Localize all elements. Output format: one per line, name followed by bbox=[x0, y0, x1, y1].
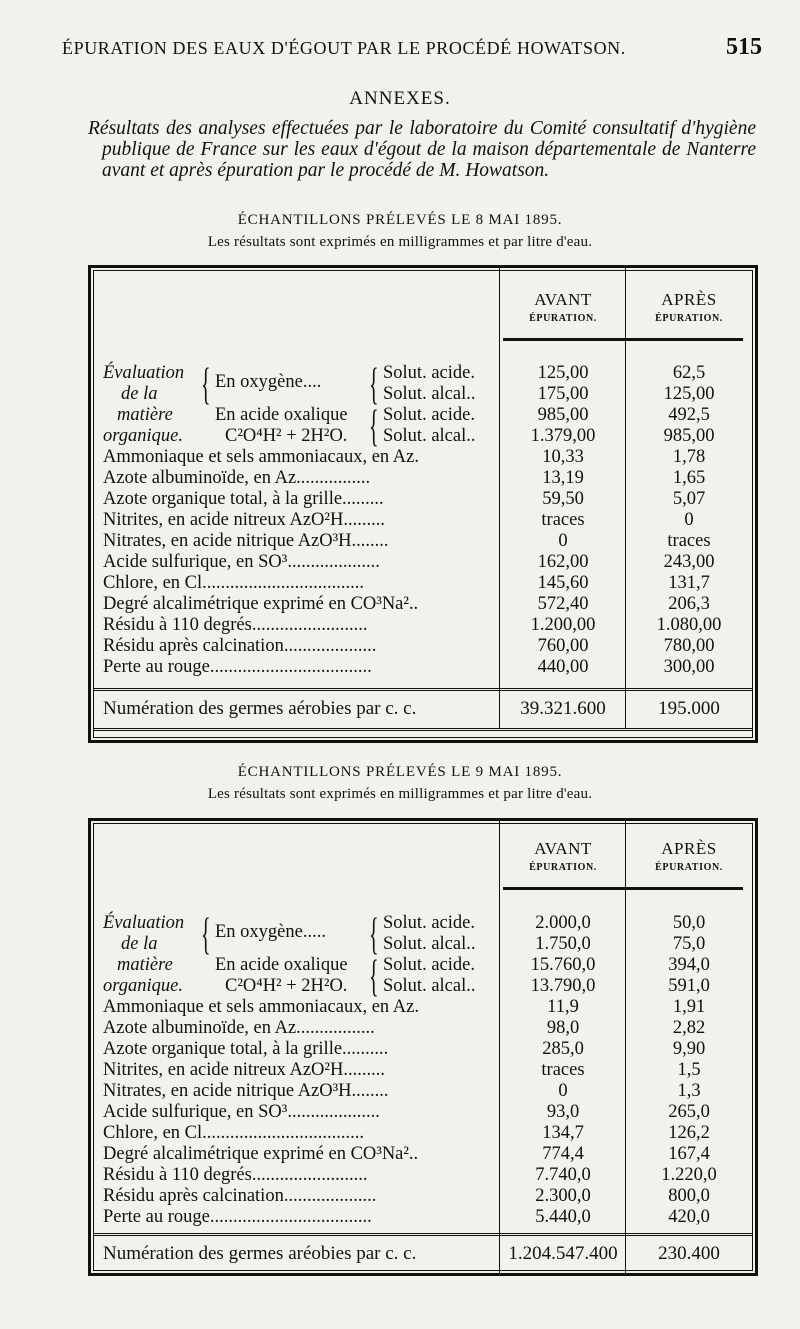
germ-divider-avant bbox=[499, 688, 500, 728]
germ-row-apres: 195.000 bbox=[658, 698, 720, 719]
eval-label-line: Évaluation bbox=[103, 363, 185, 383]
brace-icon: { bbox=[369, 911, 379, 960]
table-row-avant: 1.200,00 bbox=[530, 615, 596, 635]
table-row-avant: 11,9 bbox=[547, 997, 579, 1017]
table-row-apres: traces bbox=[667, 531, 711, 551]
intro-text: Résultats des analyses effectuées par le laboratoire du Comité consultatif d'hygiène publique de France sur les eaux d'égout de la maison départementale de Nanterre avant et après épuration par le procédé de M. Howatson. bbox=[88, 118, 756, 181]
eval-value-apres: 394,0 bbox=[668, 955, 710, 975]
column-header-avant-label: AVANT bbox=[534, 290, 592, 309]
eval-solut-label: Solut. acide. bbox=[383, 913, 475, 933]
table1-caption: ÉCHANTILLONS PRÉLEVÉS LE 8 MAI 1895. bbox=[237, 212, 563, 228]
table-row-avant: 760,00 bbox=[537, 636, 589, 656]
table-row-apres: 9,90 bbox=[672, 1039, 706, 1059]
table-row-avant: 10,33 bbox=[542, 447, 584, 467]
brace-icon: { bbox=[201, 911, 211, 960]
table2 bbox=[88, 818, 758, 1276]
table-row-label: Résidu après calcination.................... bbox=[103, 1186, 377, 1206]
table-row-apres: 1,91 bbox=[672, 997, 706, 1017]
eval-value-apres: 75,0 bbox=[672, 934, 706, 954]
table-row-avant: traces bbox=[541, 510, 585, 530]
column-divider-avant bbox=[499, 268, 500, 688]
column-header-avant-sub: ÉPURATION. bbox=[529, 862, 597, 873]
eval-value-apres: 62,5 bbox=[672, 363, 706, 383]
eval-label-line: de la bbox=[121, 384, 158, 404]
column-divider-avant bbox=[499, 821, 500, 1233]
column-divider-apres bbox=[625, 268, 626, 688]
table-row-avant: 2.300,0 bbox=[535, 1186, 591, 1206]
eval-value-avant: 175,00 bbox=[537, 384, 589, 404]
column-divider-apres bbox=[625, 821, 626, 1233]
table-row-apres: 265,0 bbox=[668, 1102, 710, 1122]
table-row-label: Perte au rouge................................... bbox=[103, 1207, 372, 1227]
table-row-avant: 440,00 bbox=[537, 657, 589, 677]
column-header-avant-sub: ÉPURATION. bbox=[529, 313, 597, 324]
table-row-avant: 59,50 bbox=[542, 489, 584, 509]
page-number: 515 bbox=[726, 34, 762, 60]
eval-label-line: matière bbox=[117, 955, 173, 975]
eval-solut-label: Solut. acide. bbox=[383, 405, 475, 425]
table-row-apres: 780,00 bbox=[663, 636, 715, 656]
table-row-label: Azote organique total, à la grille......... bbox=[103, 489, 384, 509]
table-row-apres: 1.220,0 bbox=[661, 1165, 717, 1185]
table1 bbox=[88, 265, 758, 743]
eval-sub-oxygene: En oxygène..... bbox=[215, 922, 326, 942]
eval-sub-formula: C²O⁴H² + 2H²O. bbox=[225, 976, 348, 996]
table-row-apres: 0 bbox=[684, 510, 694, 530]
germ-row-bottom-rule bbox=[93, 728, 753, 731]
brace-icon: { bbox=[369, 361, 379, 410]
table-row-label: Ammoniaque et sels ammoniacaux, en Az. bbox=[103, 997, 419, 1017]
table-row-apres: 1,3 bbox=[677, 1081, 701, 1101]
table-row-apres: 126,2 bbox=[668, 1123, 710, 1143]
table2-caption: ÉCHANTILLONS PRÉLEVÉS LE 9 MAI 1895. bbox=[237, 764, 563, 780]
table-row-avant: 774,4 bbox=[542, 1144, 584, 1164]
eval-value-avant: 13.790,0 bbox=[530, 976, 596, 996]
germ-row-top-rule bbox=[93, 1233, 753, 1236]
eval-label-line: matière bbox=[117, 405, 173, 425]
eval-label-line: organique. bbox=[103, 426, 183, 446]
eval-label-line: organique. bbox=[103, 976, 183, 996]
eval-solut-label: Solut. acide. bbox=[383, 363, 475, 383]
table-row-label: Nitrates, en acide nitrique AzO³H........ bbox=[103, 1081, 389, 1101]
table-row-label: Chlore, en Cl................................... bbox=[103, 573, 365, 593]
table-row-avant: 13,19 bbox=[542, 468, 584, 488]
column-header-apres-sub: ÉPURATION. bbox=[655, 313, 723, 324]
header-underline bbox=[503, 338, 743, 341]
eval-value-avant: 1.750,0 bbox=[535, 934, 591, 954]
eval-value-avant: 15.760,0 bbox=[530, 955, 596, 975]
column-header-apres-label: APRÈS bbox=[661, 839, 717, 858]
column-header-apres bbox=[627, 839, 751, 873]
germ-row-avant: 39.321.600 bbox=[520, 698, 606, 719]
germ-divider-apres bbox=[625, 1233, 626, 1273]
eval-sub-oxalique: En acide oxalique bbox=[215, 955, 348, 975]
table-row-apres: 1,78 bbox=[672, 447, 706, 467]
eval-value-avant: 1.379,00 bbox=[530, 426, 596, 446]
table-row-avant: 0 bbox=[558, 531, 568, 551]
table-row-apres: 2,82 bbox=[672, 1018, 706, 1038]
table-row-label: Azote organique total, à la grille.......... bbox=[103, 1039, 389, 1059]
eval-solut-label: Solut. acide. bbox=[383, 955, 475, 975]
table-row-avant: traces bbox=[541, 1060, 585, 1080]
eval-sub-oxygene: En oxygène.... bbox=[215, 372, 322, 392]
column-header-apres-sub: ÉPURATION. bbox=[655, 862, 723, 873]
eval-value-apres: 591,0 bbox=[668, 976, 710, 996]
table-row-apres: 1,65 bbox=[672, 468, 706, 488]
brace-icon: { bbox=[369, 953, 379, 1002]
eval-value-apres: 985,00 bbox=[663, 426, 715, 446]
intro-paragraph bbox=[88, 118, 756, 181]
eval-solut-label: Solut. alcal.. bbox=[383, 426, 476, 446]
annexes-heading: ANNEXES. bbox=[349, 88, 451, 109]
eval-label-line: Évaluation bbox=[103, 913, 185, 933]
table-row-avant: 0 bbox=[558, 1081, 568, 1101]
eval-label-line: de la bbox=[121, 934, 158, 954]
eval-value-avant: 2.000,0 bbox=[535, 913, 591, 933]
germ-divider-apres bbox=[625, 688, 626, 728]
table-row-label: Nitrates, en acide nitrique AzO³H........ bbox=[103, 531, 389, 551]
eval-solut-label: Solut. alcal.. bbox=[383, 384, 476, 404]
column-header-apres-label: APRÈS bbox=[661, 290, 717, 309]
table-row-label: Acide sulfurique, en SO³.................... bbox=[103, 1102, 380, 1122]
eval-sub-oxalique: En acide oxalique bbox=[215, 405, 348, 425]
germ-row-avant: 1.204.547.400 bbox=[508, 1243, 618, 1264]
table-row-avant: 98,0 bbox=[546, 1018, 580, 1038]
table-row-apres: 131,7 bbox=[668, 573, 710, 593]
table-row-label: Degré alcalimétrique exprimé en CO³Na².. bbox=[103, 594, 419, 614]
table-row-apres: 243,00 bbox=[663, 552, 715, 572]
eval-value-apres: 125,00 bbox=[663, 384, 715, 404]
column-header-avant-label: AVANT bbox=[534, 839, 592, 858]
table-row-label: Ammoniaque et sels ammoniacaux, en Az. bbox=[103, 447, 419, 467]
eval-value-apres: 492,5 bbox=[668, 405, 710, 425]
table-row-label: Azote albuminoïde, en Az................. bbox=[103, 1018, 375, 1038]
table-row-apres: 5,07 bbox=[672, 489, 706, 509]
table-row-label: Résidu après calcination.................... bbox=[103, 636, 377, 656]
column-header-apres bbox=[627, 290, 751, 324]
table2-subcaption: Les résultats sont exprimés en milligrammes et par litre d'eau. bbox=[207, 786, 593, 802]
table-row-avant: 162,00 bbox=[537, 552, 589, 572]
table-row-avant: 7.740,0 bbox=[535, 1165, 591, 1185]
eval-solut-label: Solut. alcal.. bbox=[383, 976, 476, 996]
table1-subcaption: Les résultats sont exprimés en milligrammes et par litre d'eau. bbox=[207, 234, 593, 250]
table-row-avant: 134,7 bbox=[542, 1123, 584, 1143]
table-row-avant: 572,40 bbox=[537, 594, 589, 614]
header-underline bbox=[503, 887, 743, 890]
germ-row-apres: 230.400 bbox=[658, 1243, 720, 1264]
table-row-label: Azote albuminoïde, en Az................ bbox=[103, 468, 371, 488]
germ-divider-avant bbox=[499, 1233, 500, 1273]
germ-row-bottom-rule bbox=[93, 1273, 753, 1276]
table-row-apres: 1.080,00 bbox=[656, 615, 722, 635]
table-row-avant: 5.440,0 bbox=[535, 1207, 591, 1227]
table-row-avant: 285,0 bbox=[542, 1039, 584, 1059]
table-row-label: Nitrites, en acide nitreux AzO²H......... bbox=[103, 510, 385, 530]
germ-row-label: Numération des germes aréobies par c. c. bbox=[103, 1243, 417, 1264]
running-head-title: ÉPURATION DES EAUX D'ÉGOUT PAR LE PROCÉDÉ HOWATSON. bbox=[62, 38, 626, 58]
running-head bbox=[62, 34, 762, 64]
germ-row-top-rule bbox=[93, 688, 753, 691]
table-row-label: Résidu à 110 degrés......................... bbox=[103, 615, 368, 635]
germ-row-label: Numération des germes aérobies par c. c. bbox=[103, 698, 417, 719]
brace-icon: { bbox=[369, 403, 379, 452]
table-row-label: Perte au rouge................................... bbox=[103, 657, 372, 677]
brace-icon: { bbox=[201, 361, 211, 410]
table-row-label: Acide sulfurique, en SO³.................... bbox=[103, 552, 380, 572]
eval-sub-formula: C²O⁴H² + 2H²O. bbox=[225, 426, 348, 446]
table-row-label: Nitrites, en acide nitreux AzO²H......... bbox=[103, 1060, 385, 1080]
table-row-apres: 800,0 bbox=[668, 1186, 710, 1206]
table-row-avant: 145,60 bbox=[537, 573, 589, 593]
table-row-apres: 206,3 bbox=[668, 594, 710, 614]
eval-value-avant: 985,00 bbox=[537, 405, 589, 425]
column-header-avant bbox=[501, 839, 625, 873]
table-row-apres: 1,5 bbox=[677, 1060, 701, 1080]
table-row-avant: 93,0 bbox=[546, 1102, 580, 1122]
table-row-label: Résidu à 110 degrés......................... bbox=[103, 1165, 368, 1185]
table-row-label: Degré alcalimétrique exprimé en CO³Na².. bbox=[103, 1144, 419, 1164]
eval-value-avant: 125,00 bbox=[537, 363, 589, 383]
table-row-apres: 167,4 bbox=[668, 1144, 710, 1164]
eval-solut-label: Solut. alcal.. bbox=[383, 934, 476, 954]
eval-value-apres: 50,0 bbox=[672, 913, 706, 933]
column-header-avant bbox=[501, 290, 625, 324]
table-row-apres: 300,00 bbox=[663, 657, 715, 677]
table-row-label: Chlore, en Cl................................... bbox=[103, 1123, 365, 1143]
table-row-apres: 420,0 bbox=[668, 1207, 710, 1227]
